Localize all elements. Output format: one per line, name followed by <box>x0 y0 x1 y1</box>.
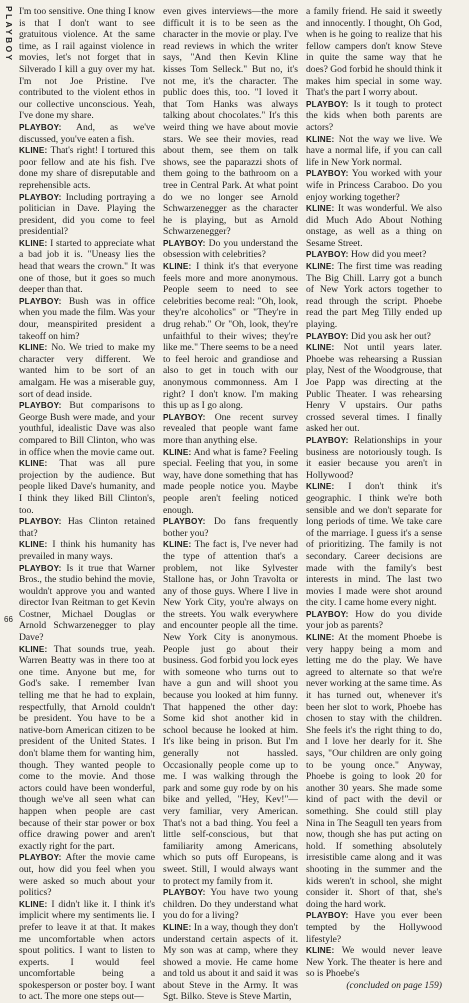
interview-paragraph <box>306 481 442 609</box>
speaker-label: KLINE: <box>306 482 335 492</box>
speaker-label: PLAYBOY: <box>306 331 349 341</box>
speaker-label: KLINE: <box>306 946 335 956</box>
speaker-label: PLAYBOY: <box>306 99 349 109</box>
interview-paragraph <box>163 539 298 887</box>
paragraph-text: I'm too sensitive. One thing I know is that I don't want to see gratuitous violence. At the same time, as I rail against violence in movies, let's not forget that in Silverado I kill a guy over my hat. I'm not Joe Pristine. I've contributed to the violent ethos in our collective unconscious. Yeah, I've done my share. <box>19 6 155 122</box>
continuation-text: (concluded on page 159) <box>346 979 442 991</box>
interview-paragraph <box>306 945 442 980</box>
interview-paragraph <box>19 563 155 644</box>
paragraph-text: I started to appreciate what a bad job it is. "Uneasy lies the head that wears the crown." It was one of those, but it goes so much deeper than that. <box>19 237 155 296</box>
paragraph-text: But comparisons to George Bush were made, and your youthful, idealistic Dave was also compared to Bill Clinton, who was in office when the movie came out. <box>19 400 155 458</box>
interview-paragraph <box>19 644 155 853</box>
interview-paragraph <box>19 342 155 400</box>
paragraph-text: Have you ever been tempted by the Hollywood lifestyle? <box>306 910 442 945</box>
speaker-label: KLINE: <box>306 343 335 353</box>
speaker-label: PLAYBOY: <box>19 853 62 863</box>
paragraph-text: It was wonderful. We also did Much Ado About Nothing onstage, as well as a thing on Sesame Street. <box>306 203 442 249</box>
interview-paragraph <box>306 342 442 435</box>
paragraph-text: Is it tough to protect the kids when both parents are actors? <box>306 98 442 133</box>
paragraph-text: No. We tried to make my character very different. We wanted him to be sort of an amalgam. He was a miserable guy, sort of dead inside. <box>19 342 155 400</box>
interview-paragraph <box>163 261 298 412</box>
paragraph-text: One recent survey revealed that people want fame more than anything else. <box>163 411 298 446</box>
paragraph-text: At the moment Phoebe is very happy being a mom and letting me do the play. We have agreed to alternate so that we're never working at the same time. As it has turned out, whenever it's been her slot to work, Phoebe has chosen to stay with the children. She feels it's the right thing to do, and I love her dearly for it. She says, "Our children are only going to be young once." Anyway, Phoebe is going to look 20 for another 30 years. She made some kind of pact with the devil or something. She could still play Nina in The Seagull ten years from now, though she has put acting on hold. If something absolutely irresistible came along and it was shooting in the summer and the kids weren't in school, she might consider it. Short of that, she's doing the hard work. <box>306 632 442 910</box>
speaker-label: KLINE: <box>163 922 192 932</box>
interview-paragraph <box>19 852 155 898</box>
speaker-label: KLINE: <box>19 540 48 550</box>
interview-paragraph <box>19 516 155 539</box>
paragraph-text: even gives interviews—the more difficult it is to be seen as the character in the movie or play. I've read reviews in which the writer says, "And then Kevin Kline kisses Tom Selleck." But no, it's not me, it's the character. The public does this, too. "I loved it that Tom Hanks was always talking about chocolates." It's this weird thing we have about movie stars. We see their movies, read about them, see them on talk shows, see the paparazzi shots of them going to the bathroom on a tree in Central Park. At what point do we no longer see Arnold Schwarzenegger as the character he is playing, but as Arnold Schwarzenegger? <box>163 6 298 238</box>
speaker-label: KLINE: <box>19 343 48 353</box>
speaker-label: PLAYBOY: <box>19 122 62 132</box>
paragraph-text: Has Clinton retained that? <box>19 516 155 539</box>
paragraph-text: That was all pure projection by the audience. But people liked Dave's humanity, and I think they liked Bill Clinton's, too. <box>19 458 155 516</box>
interview-paragraph <box>306 203 442 249</box>
interview-paragraph <box>19 6 155 122</box>
text-column-1 <box>19 6 156 1003</box>
interview-paragraph <box>19 238 155 296</box>
interview-paragraph <box>306 99 442 134</box>
speaker-label: PLAYBOY: <box>163 888 206 898</box>
interview-paragraph <box>19 539 155 562</box>
speaker-label: KLINE: <box>163 540 192 550</box>
interview-paragraph <box>19 145 155 191</box>
speaker-label: KLINE: <box>19 146 48 156</box>
speaker-label: KLINE: <box>19 238 48 248</box>
paragraph-text: And, as we've discussed, you've eaten a fish. <box>19 121 155 145</box>
speaker-label: PLAYBOY: <box>19 517 62 527</box>
paragraph-text: Not until years later. Phoebe was rehearsing a Russian play, Nest of the Woodgrouse, that Joe Papp was directing at the Public Theater. I was rehearsing Henry V upstairs. Our paths crossed several times. I finally asked her out. <box>306 342 442 435</box>
interview-paragraph <box>306 249 442 261</box>
speaker-label: PLAYBOY: <box>306 911 349 921</box>
paragraph-text: I don't think it's geographic. I think we're both sensible and we don't separate for long periods of time. We take care of the marriage. I guess it's a sense of prioritizing. The family is not secondary. Career decisions are made with the family's best interests in mind. The last two movies I made were shot around the city. I came home every night. <box>306 481 442 609</box>
paragraph-text: Not the way we live. We have a normal life, if you can call life in New York normal. <box>306 133 442 168</box>
speaker-label: KLINE: <box>306 204 335 214</box>
speaker-label: KLINE: <box>19 899 48 909</box>
speaker-label: PLAYBOY: <box>306 169 349 179</box>
interview-paragraph <box>306 331 442 343</box>
speaker-label: PLAYBOY: <box>306 250 349 260</box>
interview-paragraph <box>163 238 298 261</box>
interview-paragraph <box>306 261 442 331</box>
paragraph-text: The fact is, I've never had the type of attention that's a problem, not like Sylvester Stallone has, or John Travolta or any of those guys. Where I live in New York City, you're always on the streets. You walk everywhere and encounter people all the time. New York City is anonymous. People just go about their business. God forbid you lock eyes with someone who turns out to have a gun and will shoot you because you looked at him funny. That happened the other day: Some kid shot another kid in school because he looked at him. It's like being in prison. But I'm generally not hassled. Occasionally people come up to me. I was walking through the park and some guy rode by on his bike and yelled, "Hey, Kev!"—very familiar, very American. That's not a bad thing. You feel a little self-conscious, but that familiarity among Americans, which so puts off Europeans, is sweet. Still, I would always want to protect my family from it. <box>163 539 299 887</box>
paragraph-text: Do fans frequently bother you? <box>163 516 298 539</box>
interview-paragraph <box>19 296 155 342</box>
paragraph-text: Bush was in office when you made the film. Was your dour, meanspirited president a takeoff on him? <box>19 295 156 342</box>
paragraph-text: You worked with your wife in Princess Caraboo. Do you enjoy working together? <box>306 168 443 203</box>
interview-paragraph <box>306 168 442 203</box>
interview-paragraph <box>19 458 155 516</box>
interview-paragraph <box>306 910 442 945</box>
paragraph-text: I think it's that everyone feels more and more anonymous. People seem to need to see celebrities become real: "Oh, look, they're alcoholics" or "They're in drug rehab." Or "Oh, look, they're unfaithful to their wives; they're like me." There seems to be a need to feel heroic and grandiose and also to get in touch with our anonymous commonness. Am I right? I don't know. I'm making this up as I go along. <box>163 261 298 412</box>
magazine-masthead: PLAYBOY <box>4 6 14 63</box>
interview-paragraph <box>19 899 155 1003</box>
interview-paragraph <box>163 447 298 517</box>
text-column-3 <box>306 6 443 991</box>
speaker-label: PLAYBOY: <box>306 609 349 619</box>
speaker-label: PLAYBOY: <box>19 192 62 202</box>
paragraph-text: Including portraying a politician in Dave. Playing the president, did you come to feel presidential? <box>19 191 155 238</box>
paragraph-text: We would never leave New York. The theater is here and so is Phoebe's <box>306 945 442 980</box>
speaker-label: PLAYBOY: <box>163 517 206 527</box>
interview-paragraph <box>163 412 298 447</box>
paragraph-text: a family friend. He said it sweetly and innocently. I thought, Oh God, when is he going to realize that his fellow campers don't know Steve in quite the same way that he does? God forbid he should think it makes him special in some way. That's the part I worry about. <box>306 6 442 99</box>
paragraph-text: In a way, though they don't understand certain aspects of it. My son was at camp, where they showed a movie. He came home and told us about it and said it was about Steve in the Army. It was Sgt. Bilko. Steve is Steve Martin, <box>163 921 298 1003</box>
paragraph-text: How did you meet? <box>350 249 427 261</box>
speaker-label: PLAYBOY: <box>19 563 62 573</box>
text-column-2 <box>163 6 299 1003</box>
interview-paragraph <box>163 6 298 238</box>
speaker-label: KLINE: <box>19 459 48 469</box>
paragraph-text: That sounds true, yeah. Warren Beatty was in there too at one time. Anyone but me, for God's sake. I remember Ivan telling me that he had to explain, respectfully, that Arnold couldn't be president. You have to be a native-born American citizen to be president of the United States. I don't blame them for wanting him, though. They wanted people to come to the movie. And those actors could have been wonderful, though we've all seen what can happen when people are cast because of their star power or box office drawing power and aren't exactly right for the part. <box>19 643 155 852</box>
paragraph-text: The first time was reading The Big Chill. Larry got a bunch of New York actors together to read through the script. Phoebe read the part Meg Tilly ended up playing. <box>306 261 442 331</box>
interview-paragraph <box>19 400 155 458</box>
page-number: 66 <box>4 615 13 624</box>
paragraph-text: Is it true that Warner Bros., the studio behind the movie, wouldn't approve you and wanted director Ivan Reitman to get Kevin Costner, Michael Douglas or Arnold Schwarzenegger to play Dave? <box>19 562 155 644</box>
paragraph-text: How do you divide your job as parents? <box>306 608 442 632</box>
paragraph-text: I think his humanity has prevailed in many ways. <box>19 539 155 562</box>
interview-paragraph <box>19 122 155 145</box>
paragraph-text: I didn't like it. I think it's implicit where my sentiments lie. I prefer to leave it at that. It makes me uncomfortable when actors spout politics. I want to listen to experts. I would feel uncomfortable being a spokesperson or poster boy. I want to act. The more one steps out— <box>19 898 155 1003</box>
paragraph-text: And what is fame? Feeling special. Feeling that you, in some way, have done something that has made people notice you. Maybe people aren't feeling noticed enough. <box>163 446 298 516</box>
speaker-label: KLINE: <box>306 262 335 272</box>
paragraph-text: That's right! I tortured this poor fellow and ate his fish. I've done my share of disreputable and reprehensible acts. <box>19 145 155 191</box>
speaker-label: KLINE: <box>306 633 335 643</box>
speaker-label: PLAYBOY: <box>163 412 206 422</box>
interview-paragraph <box>306 632 442 910</box>
paragraph-text: You have two young children. Do they understand what you do for a living? <box>163 887 298 922</box>
speaker-label: PLAYBOY: <box>306 435 349 445</box>
speaker-label: PLAYBOY: <box>163 238 206 248</box>
interview-paragraph <box>163 922 298 1003</box>
interview-paragraph <box>306 6 442 99</box>
interview-paragraph <box>19 192 155 238</box>
interview-paragraph <box>306 435 442 481</box>
interview-paragraph <box>306 609 442 632</box>
paragraph-text: Relationships in your business are notoriously tough. Is it easier because you aren't in Hollywood? <box>306 434 442 481</box>
speaker-label: KLINE: <box>306 134 335 144</box>
paragraph-text: Do you understand the obsession with celebrities? <box>163 237 298 261</box>
continuation-note <box>306 980 442 992</box>
paragraph-text: After the movie came out, how did you feel when you were asked so much about your politics? <box>19 852 155 899</box>
speaker-label: PLAYBOY: <box>19 296 62 306</box>
paragraph-text: Did you ask her out? <box>350 330 431 342</box>
speaker-label: KLINE: <box>19 644 48 654</box>
speaker-label: KLINE: <box>163 447 192 457</box>
speaker-label: KLINE: <box>163 262 192 272</box>
interview-paragraph <box>163 887 298 922</box>
interview-paragraph <box>306 134 442 169</box>
speaker-label: PLAYBOY: <box>19 401 62 411</box>
interview-paragraph <box>163 516 298 539</box>
